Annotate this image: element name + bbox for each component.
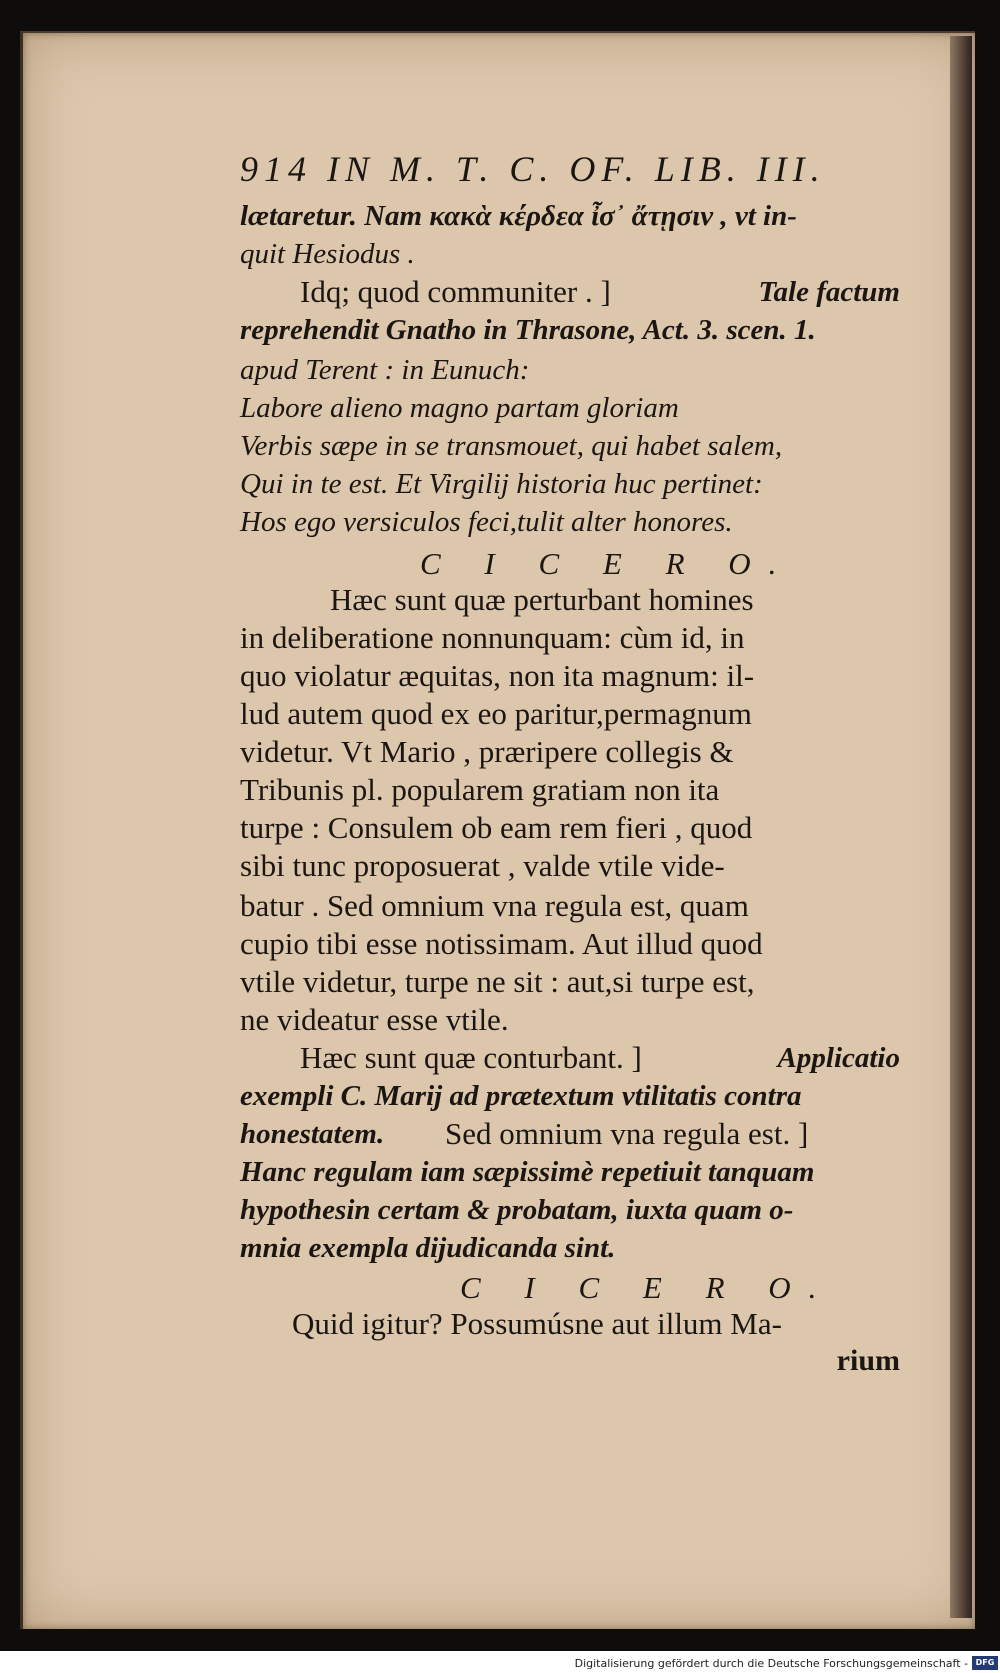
footer-bar [0,1651,1000,1673]
text-line: Verbis sæpe in se transmouet, qui habet salem, [240,430,783,462]
text-line: quit Hesiodus . [240,238,415,270]
text-line: Tale factum [758,276,900,308]
text-line: apud Terent : in Eunuch: [240,354,530,386]
text-line: Applicatio [777,1042,900,1074]
text-line: reprehendit Gnatho in Thrasone, Act. 3. scen. 1. [240,314,816,346]
text-line: turpe : Consulem ob eam rem fieri , quod [240,810,753,845]
text-line: Tribunis pl. popularem gratiam non ita [240,772,720,807]
text-line: Labore alieno magno partam gloriam [240,392,679,424]
text-line: honestatem. [240,1118,385,1150]
page-fore-edge [950,36,972,1618]
running-head: 914 IN M. T. C. OF. LIB. III. [240,149,826,189]
text-line: Hæc sunt quæ conturbant. ] [300,1040,642,1075]
catchword: rium [836,1344,900,1377]
text-line: quo violatur æquitas, non ita magnum: il- [240,658,755,693]
text-line: mnia exempla dijudicanda sint. [240,1232,616,1264]
text-line: lud autem quod ex eo paritur,permagnum [240,696,752,731]
text-line: exempli C. Marij ad prætextum vtilitatis contra [240,1080,802,1112]
text-line: Hæc sunt quæ perturbant homines [330,582,754,617]
text-line: ne videatur esse vtile. [240,1002,509,1037]
text-line: Qui in te est. Et Virgilij historia huc pertinet: [240,468,763,500]
text-line: in deliberatione nonnunquam: cùm id, in [240,620,745,655]
text-line: vtile videtur, turpe ne sit : aut,si turpe est, [240,964,755,999]
text-line: Quid igitur? Possumúsne aut illum Ma- [292,1306,782,1341]
text-line: Sed omnium vna regula est. ] [445,1116,809,1151]
dfg-logo: DFG [972,1656,998,1670]
speaker-heading: C I C E R O. [420,546,795,581]
text-line: Idq; quod communiter . ] [300,274,611,309]
text-line: sibi tunc proposuerat , valde vtile vide- [240,848,725,883]
speaker-heading: C I C E R O. [460,1270,835,1305]
text-line: videtur. Vt Mario , præripere collegis & [240,734,734,769]
text-line: batur . Sed omnium vna regula est, quam [240,888,749,923]
text-line: Hos ego versiculos feci,tulit alter honores. [240,506,733,538]
footer-credit: Digitalisierung gefördert durch die Deutsche Forschungsgemeinschaft - [574,1657,968,1670]
text-line: Hanc regulam iam sæpissimè repetiuit tanquam [240,1156,815,1188]
text-line: lætaretur. Nam κακὰ κέρδεα ἶσ᾽ ἄτῃσιν , vt in- [240,200,797,232]
text-line: cupio tibi esse notissimam. Aut illud quod [240,926,763,961]
text-line: hypothesin certam & probatam, iuxta quam o- [240,1194,794,1226]
